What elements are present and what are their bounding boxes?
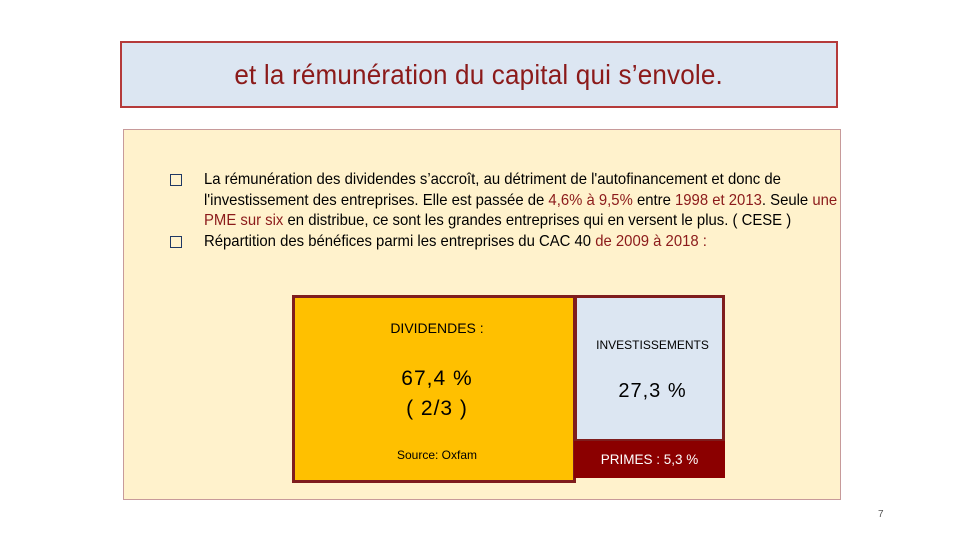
bullet-highlight-years: 1998 et 2013 <box>675 191 762 209</box>
bullet-highlight-rate: 4,6% à 9,5% <box>548 191 633 209</box>
bullet-text-part: entre <box>632 191 676 209</box>
page-number: 7 <box>878 509 884 520</box>
bullet-text <box>204 170 855 232</box>
title-box <box>120 41 838 108</box>
dividends-fraction: ( 2/3 ) <box>406 397 468 420</box>
dividends-block <box>292 295 576 483</box>
checkbox-bullet-icon <box>170 236 182 248</box>
dividends-value <box>295 364 579 424</box>
source-label: Source: Oxfam <box>396 448 478 462</box>
bullet-text-part: Répartition des bénéfices parmi les entreprises du CAC 40 <box>204 232 596 250</box>
checkbox-bullet-icon <box>170 174 182 186</box>
dividends-percent: 67,4 % <box>401 367 473 390</box>
bonuses-block <box>574 441 725 478</box>
investments-value: 27,3 % <box>618 380 687 402</box>
bullet-dividends <box>168 170 838 232</box>
slide-title: et la rémunération du capital qui s’envole. <box>234 58 724 90</box>
bullet-highlight-period: de 2009 à 2018 : <box>595 232 707 250</box>
bullet-list <box>168 170 838 252</box>
bullet-text-part: en distribue, ce sont les grandes entreprises qui en versent le plus. ( CESE ) <box>283 212 792 229</box>
bullet-highlight-pme: une PME sur six <box>204 191 838 229</box>
bullet-text-part: . Seule <box>761 191 813 209</box>
profit-distribution-chart <box>292 295 725 483</box>
bullet-text <box>204 232 855 253</box>
investments-label: INVESTISSEMENTS <box>596 338 709 352</box>
investments-block <box>574 295 725 442</box>
bonuses-label: PRIMES : 5,3 % <box>600 452 699 467</box>
dividends-label: DIVIDENDES : <box>390 320 484 336</box>
bullet-cac40 <box>168 232 838 253</box>
bullet-text-part: La rémunération des dividendes s’accroît, au détriment de l'autofinancement et donc de l'investissement des entreprises. Elle est passée de <box>204 171 781 209</box>
